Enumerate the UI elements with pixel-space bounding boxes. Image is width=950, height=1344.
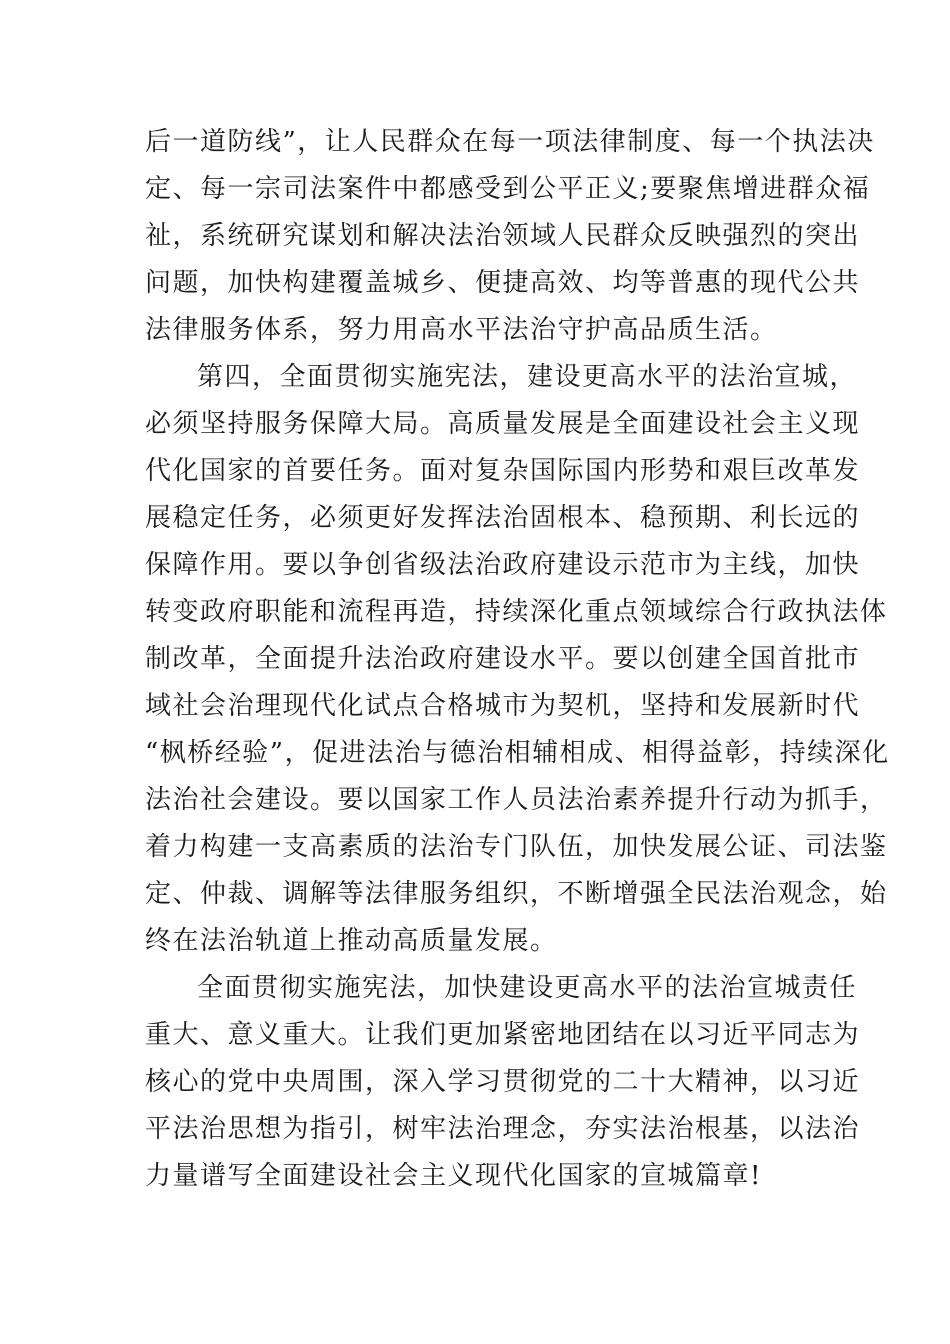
text-line: 展稳定任务，必须更好发挥法治固根本、稳预期、利长远的 [145,503,861,533]
text-line: 核心的党中央周围，深入学习贯彻党的二十大精神，以习近 [145,1067,861,1097]
text-line: 着力构建一支高素质的法治专门队伍，加快发展公证、司法鉴 [145,832,888,862]
text-line: 制改革，全面提升法治政府建设水平。要以创建全国首批市 [145,644,861,674]
text-line: 转变政府职能和流程再造，持续深化重点领域综合行政执法体 [145,597,888,627]
text-line: “枫桥经验”，促进法治与德治相辅相成、相得益彰，持续深化 [145,738,890,768]
text-line: 后一道防线”，让人民群众在每一项法律制度、每一个执法决 [145,127,875,157]
text-line: 保障作用。要以争创省级法治政府建设示范市为主线，加快 [145,550,861,580]
text-line: 代化国家的首要任务。面对复杂国际国内形势和艰巨改革发 [145,456,861,486]
text-line: 定、仲裁、调解等法律服务组织，不断增强全民法治观念，始 [145,879,888,909]
paragraph-start-line: 全面贯彻实施宪法，加快建设更高水平的法治宣城责任 [197,973,858,1003]
text-line: 必须坚持服务保障大局。高质量发展是全面建设社会主义现 [145,409,861,439]
text-line: 定、每一宗司法案件中都感受到公平正义;要聚焦增进群众福 [145,174,871,204]
text-line: 力量谱写全面建设社会主义现代化国家的宣城篇章! [145,1161,762,1191]
text-line: 祉，系统研究谋划和解决法治领域人民群众反映强烈的突出 [145,221,861,251]
text-line: 终在法治轨道上推动高质量发展。 [145,926,558,956]
text-line: 平法治思想为指引，树牢法治理念，夯实法治根基，以法治 [145,1114,861,1144]
text-line: 法律服务体系，努力用高水平法治守护高品质生活。 [145,315,778,345]
text-line: 法治社会建设。要以国家工作人员法治素养提升行动为抓手， [145,785,888,815]
text-line: 域社会治理现代化试点合格城市为契机，坚持和发展新时代 [145,691,861,721]
text-line: 问题，加快构建覆盖城乡、便捷高效、均等普惠的现代公共 [145,268,861,298]
text-line: 重大、意义重大。让我们更加紧密地团结在以习近平同志为 [145,1020,861,1050]
paragraph-start-line: 第四，全面贯彻实施宪法，建设更高水平的法治宣城， [197,362,858,392]
